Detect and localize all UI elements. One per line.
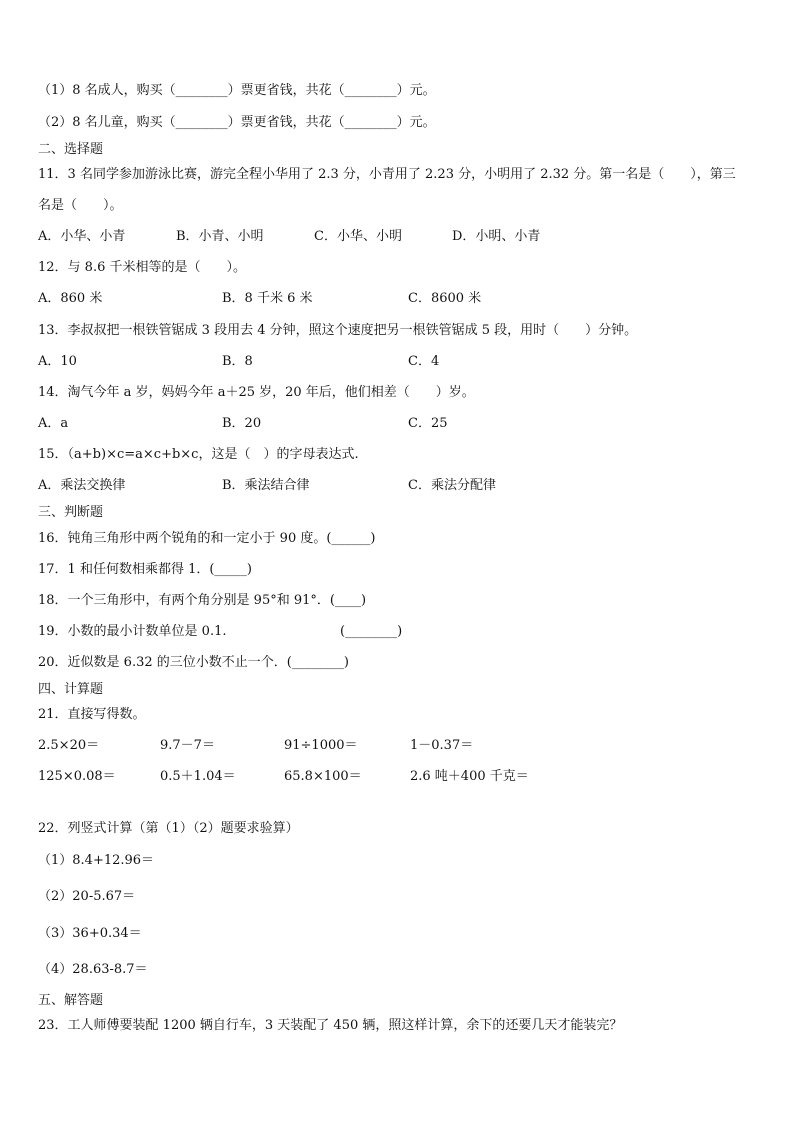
calc-item: 2.5×20＝	[38, 738, 100, 753]
calc-item: 2.6 吨＋400 千克＝	[410, 769, 529, 784]
q19-text: 19．小数的最小计数单位是 0.1.	[38, 624, 227, 639]
q12-text: 12．与 8.6 千米相等的是（ ）。	[38, 260, 246, 275]
calc-item: 9.7－7＝	[160, 738, 215, 753]
q15-text: 15．（a+b)×c=a×c+b×c，这是（ ）的字母表达式.	[38, 447, 359, 462]
q13-option-a: A．10	[38, 354, 77, 369]
q11-option-d: D．小明、小青	[452, 229, 541, 244]
section-2-heading: 二、选择题	[38, 142, 104, 157]
q17-text: 17．1 和任何数相乘都得 1．(_____)	[38, 562, 252, 577]
q14-options	[0, 415, 794, 435]
q15-option-a: A．乘法交换律	[38, 478, 126, 493]
q15-options	[0, 477, 794, 497]
section-3-heading: 三、判断题	[38, 505, 104, 520]
q22-item-4: （4）28.63-8.7＝	[38, 962, 148, 977]
q16-text: 16．钝角三角形中两个锐角的和一定小于 90 度。(______)	[38, 531, 376, 546]
q21-text: 21．直接写得数。	[38, 707, 146, 722]
calc-item: 1－0.37＝	[410, 738, 474, 753]
calc-item: 0.5＋1.04＝	[160, 769, 236, 784]
q18-text: 18．一个三角形中，有两个角分别是 95°和 91°．(____)	[38, 593, 367, 608]
q13-option-b: B．8	[222, 354, 253, 369]
q14-option-c: C．25	[408, 416, 448, 431]
q13-text: 13．李叔叔把一根铁管锯成 3 段用去 4 分钟，照这个速度把另一根铁管锯成 5 段，用时（ ）分钟。	[38, 323, 638, 338]
q11-line1: 11．3 名同学参加游泳比赛，游完全程小华用了 2.3 分，小青用了 2.23 分，小明用了 2.32 分。第一名是（ ），第三	[38, 167, 736, 182]
calc-item: 91÷1000＝	[284, 738, 358, 753]
q15-option-b: B．乘法结合律	[222, 478, 310, 493]
q14-option-a: A．a	[38, 416, 69, 431]
q10-sub1: （1）8 名成人，购买（________）票更省钱，共花（________）元。	[38, 83, 436, 98]
q11-line2: 名是（ ）。	[38, 198, 123, 213]
q23-text: 23．工人师傅要装配 1200 辆自行车，3 天装配了 450 辆，照这样计算，余下的还要几天才能装完？	[38, 1018, 623, 1033]
q19-answer-blank[interactable]: (________)	[340, 624, 403, 639]
q14-text: 14．淘气今年 a 岁，妈妈今年 a＋25 岁，20 年后，他们相差（ ）岁。	[38, 385, 475, 400]
q10-sub2: （2）8 名儿童，购买（________）票更省钱，共花（________）元。	[38, 115, 436, 130]
section-4-heading: 四、计算题	[38, 682, 104, 697]
q13-options	[0, 353, 794, 373]
q12-option-b: B．8 千米 6 米	[222, 291, 313, 306]
section-5-heading: 五、解答题	[38, 993, 104, 1008]
q12-options	[0, 290, 794, 310]
q21-row-2	[0, 768, 794, 788]
q11-option-a: A．小华、小青	[38, 229, 126, 244]
q14-option-b: B．20	[222, 416, 262, 431]
q11-option-c: C．小华、小明	[314, 229, 402, 244]
q12-option-c: C．8600 米	[408, 291, 482, 306]
q11-options	[0, 228, 794, 248]
q22-text: 22．列竖式计算（第（1）（2）题要求验算）	[38, 821, 299, 836]
calc-item: 65.8×100＝	[284, 769, 362, 784]
q22-item-3: （3）36+0.34＝	[38, 926, 142, 941]
calc-item: 125×0.08＝	[38, 769, 116, 784]
q12-option-a: A．860 米	[38, 291, 103, 306]
q22-item-1: （1）8.4+12.96＝	[38, 853, 155, 868]
q13-option-c: C．4	[408, 354, 440, 369]
q15-option-c: C．乘法分配律	[408, 478, 496, 493]
q20-text: 20．近似数是 6.32 的三位小数不止一个．(________)	[38, 655, 349, 670]
q22-item-2: （2）20-5.67＝	[38, 889, 136, 904]
q11-option-b: B．小青、小明	[176, 229, 264, 244]
q21-row-1	[0, 737, 794, 757]
